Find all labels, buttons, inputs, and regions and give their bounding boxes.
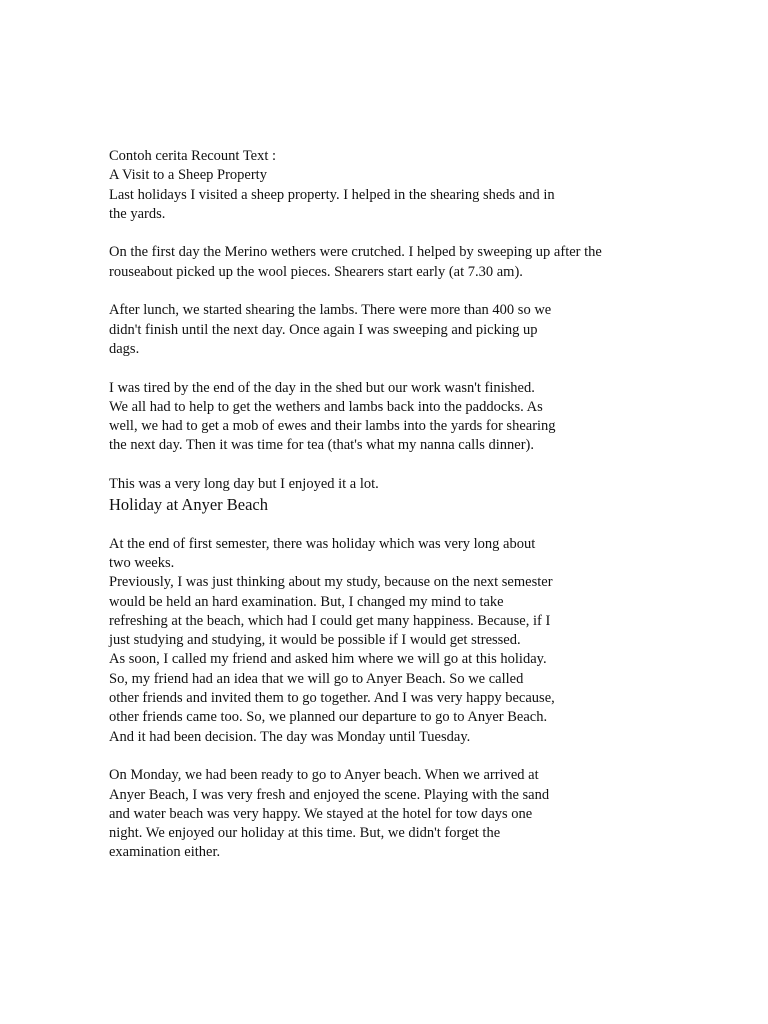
story1-paragraph-2 [109,243,629,282]
text-line: well, we had to get a mob of ewes and their lambs into the yards for shearing [109,418,556,435]
text-line: night. We enjoyed our holiday at this time. But, we didn't forget the [109,825,501,842]
story2-paragraph-1 [109,535,629,747]
text-line: As soon, I called my friend and asked him where we will go at this holiday. [109,651,547,668]
text-line: On Monday, we had been ready to go to Anyer beach. When we arrived at [109,767,539,784]
text-line: just studying and studying, it would be possible if I would get stressed. [109,632,521,649]
intro-line: Contoh cerita Recount Text : [109,148,277,164]
text-line: the yards. [109,205,166,222]
paragraph-gap [109,282,629,301]
text-line: This was a very long day but I enjoyed it a lot. [109,476,379,493]
text-line: and water beach was very happy. We stayed at the hotel for tow days one [109,805,533,822]
text-line: So, my friend had an idea that we will go to Anyer Beach. So we called [109,670,524,687]
text-line: I was tired by the end of the day in the shed but our work wasn't finished. [109,379,535,396]
story2-title: Holiday at Anyer Beach [109,495,268,515]
text-line: And it had been decision. The day was Monday until Tuesday. [109,728,471,745]
story1-paragraph-4 [109,379,629,456]
paragraph-gap [109,747,629,766]
text-line: Last holidays I visited a sheep property. I helped in the shearing sheds and in [109,186,555,203]
paragraph-gap [109,515,629,534]
text-line: Previously, I was just thinking about my study, because on the next semester [109,574,553,591]
paragraph-gap [109,456,629,475]
text-line: examination either. [109,844,221,861]
story1-title: A Visit to a Sheep Property [109,167,267,184]
text-line: At the end of first semester, there was holiday which was very long about [109,535,536,552]
story1-paragraph-3 [109,301,629,359]
text-line: We all had to help to get the wethers and lambs back into the paddocks. As [109,398,543,415]
text-line: dags. [109,340,140,357]
document-page [109,147,629,863]
text-line: After lunch, we started shearing the lambs. There were more than 400 so we [109,302,552,319]
paragraph-gap [109,224,629,243]
text-line: On the first day the Merino wethers were crutched. I helped by sweeping up after the [109,244,602,261]
text-line: other friends came too. So, we planned our departure to go to Anyer Beach. [109,709,548,726]
text-line: didn't finish until the next day. Once again I was sweeping and picking up [109,321,538,338]
text-line: two weeks. [109,554,175,571]
paragraph-gap [109,359,629,378]
story1-paragraph-5 [109,475,629,494]
text-line: refreshing at the beach, which had I could get many happiness. Because, if I [109,612,551,629]
story2-paragraph-2 [109,766,629,862]
text-line: would be held an hard examination. But, I changed my mind to take [109,593,504,610]
text-line: other friends and invited them to go together. And I was very happy because, [109,690,555,707]
story1-paragraph-1 [109,186,629,225]
text-line: rouseabout picked up the wool pieces. Shearers start early (at 7.30 am). [109,263,523,280]
text-line: Anyer Beach, I was very fresh and enjoyed the scene. Playing with the sand [109,786,550,803]
text-line: the next day. Then it was time for tea (that's what my nanna calls dinner). [109,437,534,454]
